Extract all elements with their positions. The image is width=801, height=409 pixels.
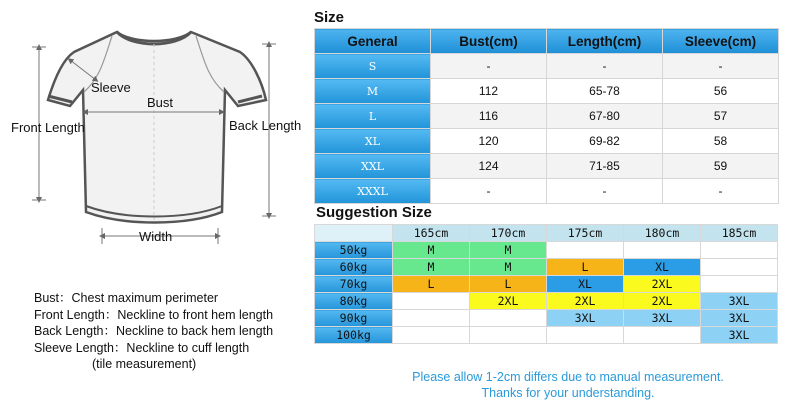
suggested-size-cell: [624, 242, 701, 259]
measurement-notes: [34, 290, 309, 373]
length-cell: -: [547, 54, 663, 79]
sleeve-cell: 56: [663, 79, 779, 104]
suggested-size-cell: L: [393, 276, 470, 293]
header-general: General: [315, 29, 431, 54]
length-cell: 67-80: [547, 104, 663, 129]
length-cell: 69-82: [547, 129, 663, 154]
suggested-size-cell: [470, 327, 547, 344]
back-length-label: Back Length: [229, 118, 302, 133]
bust-cell: 116: [431, 104, 547, 129]
header-bust: Bust(cm): [431, 29, 547, 54]
sleeve-cell: 59: [663, 154, 779, 179]
table-row: [315, 327, 778, 344]
suggested-size-cell: XL: [547, 276, 624, 293]
table-row: [315, 179, 779, 204]
table-row: [315, 242, 778, 259]
suggested-size-cell: M: [393, 259, 470, 276]
sleeve-cell: 58: [663, 129, 779, 154]
note-front-length: Front Length：Neckline to front hem length: [34, 307, 274, 322]
size-cell: L: [315, 104, 431, 129]
bust-cell: 124: [431, 154, 547, 179]
weight-cell: 80kg: [315, 293, 393, 310]
weight-cell: 100kg: [315, 327, 393, 344]
suggested-size-cell: XL: [624, 259, 701, 276]
note-back-length: Back Length：Neckline to back hem length: [34, 324, 274, 338]
measurement-disclaimer: Please allow 1-2cm differs due to manual measurement. Thanks for your understanding.: [412, 370, 724, 400]
length-cell: 71-85: [547, 154, 663, 179]
size-heading: Size: [314, 9, 345, 26]
table-row: [315, 154, 779, 179]
size-cell: S: [315, 54, 431, 79]
note-bust: Bust：Chest maximum perimeter: [34, 291, 219, 305]
bust-cell: 120: [431, 129, 547, 154]
table-row: [315, 104, 779, 129]
height-cell: 170cm: [470, 225, 547, 242]
note-tile-measurement: (tile measurement): [92, 357, 197, 371]
table-row: [315, 259, 778, 276]
suggested-size-cell: M: [393, 242, 470, 259]
suggested-size-cell: [393, 310, 470, 327]
front-length-label: Front Length: [11, 120, 85, 135]
height-cell: 175cm: [547, 225, 624, 242]
table-row: [315, 276, 778, 293]
width-label: Width: [139, 229, 173, 244]
sleeve-cell: -: [663, 54, 779, 79]
suggested-size-cell: [393, 293, 470, 310]
sleeve-label: Sleeve: [91, 80, 131, 95]
bust-cell: 112: [431, 79, 547, 104]
suggested-size-cell: [547, 327, 624, 344]
size-cell: XXXL: [315, 179, 431, 204]
height-cell: 180cm: [624, 225, 701, 242]
suggested-size-cell: M: [470, 259, 547, 276]
suggested-size-cell: 3XL: [624, 310, 701, 327]
suggested-size-cell: 3XL: [547, 310, 624, 327]
suggestion-size-heading: Suggestion Size: [316, 204, 432, 221]
suggested-size-cell: 2XL: [547, 293, 624, 310]
table-row: [315, 293, 778, 310]
suggestion-size-table: [314, 224, 778, 344]
suggested-size-cell: [701, 259, 778, 276]
suggested-size-cell: 2XL: [470, 293, 547, 310]
header-sleeve: Sleeve(cm): [663, 29, 779, 54]
height-header-row: [315, 225, 778, 242]
size-table: [314, 28, 779, 204]
bust-cell: -: [431, 54, 547, 79]
suggested-size-cell: [470, 310, 547, 327]
suggested-size-cell: L: [470, 276, 547, 293]
header-length: Length(cm): [547, 29, 663, 54]
suggested-size-cell: 3XL: [701, 310, 778, 327]
table-row: [315, 310, 778, 327]
size-cell: XXL: [315, 154, 431, 179]
length-cell: -: [547, 179, 663, 204]
table-row: [315, 129, 779, 154]
bust-cell: -: [431, 179, 547, 204]
table-row: [315, 54, 779, 79]
jersey-outline-icon: [0, 0, 305, 290]
bust-label: Bust: [147, 95, 174, 110]
suggested-size-cell: L: [547, 259, 624, 276]
length-cell: 65-78: [547, 79, 663, 104]
weight-cell: 60kg: [315, 259, 393, 276]
suggested-size-cell: 2XL: [624, 276, 701, 293]
sleeve-cell: 57: [663, 104, 779, 129]
suggested-size-cell: 3XL: [701, 327, 778, 344]
sleeve-cell: -: [663, 179, 779, 204]
suggested-size-cell: [547, 242, 624, 259]
suggested-size-cell: [624, 327, 701, 344]
size-cell: M: [315, 79, 431, 104]
size-cell: XL: [315, 129, 431, 154]
table-row: [315, 79, 779, 104]
weight-cell: 90kg: [315, 310, 393, 327]
weight-cell: 70kg: [315, 276, 393, 293]
suggested-size-cell: 3XL: [701, 293, 778, 310]
height-cell: 165cm: [393, 225, 470, 242]
suggested-size-cell: [701, 242, 778, 259]
suggested-size-cell: 2XL: [624, 293, 701, 310]
corner-cell: [315, 225, 393, 242]
weight-cell: 50kg: [315, 242, 393, 259]
suggested-size-cell: [701, 276, 778, 293]
suggested-size-cell: [393, 327, 470, 344]
size-header-row: [315, 29, 779, 54]
note-sleeve-length: Sleeve Length：Neckline to cuff length: [34, 340, 250, 355]
height-cell: 185cm: [701, 225, 778, 242]
suggested-size-cell: M: [470, 242, 547, 259]
